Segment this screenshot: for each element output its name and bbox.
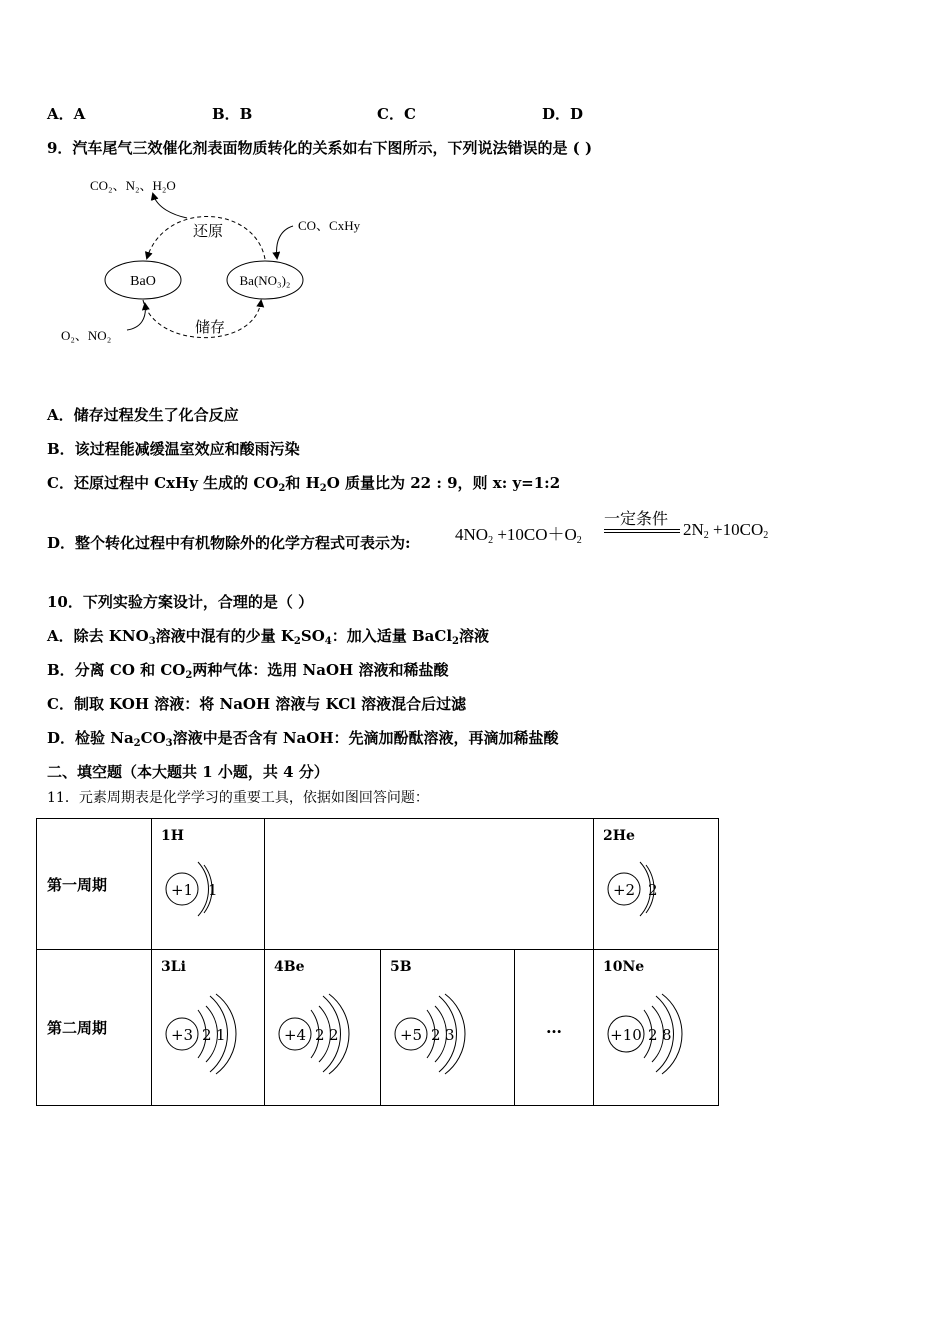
top-products-label: CO₂、N₂、H₂O	[90, 178, 176, 193]
svg-text:2: 2	[315, 1026, 325, 1044]
bottom-input-arrow	[127, 304, 145, 330]
svg-text:3: 3	[445, 1026, 455, 1044]
q8-option-a: A．A	[47, 105, 86, 123]
q10-stem: 10．下列实验方案设计，合理的是（ ）	[47, 593, 314, 611]
atom-diagram-ne	[602, 990, 712, 1080]
svg-text:2: 2	[431, 1026, 441, 1044]
atom-diagram-li	[160, 990, 260, 1080]
q9-option-b: B．该过程能减缓温室效应和酸雨污染	[47, 440, 300, 458]
svg-text:2: 2	[202, 1026, 212, 1044]
section-heading: 二、填空题（本大题共 1 小题，共 4 分）	[47, 763, 329, 781]
empty-block	[265, 819, 594, 950]
element-symbol: 1H	[161, 828, 184, 844]
svg-text:+10: +10	[610, 1026, 642, 1044]
svg-text:+4: +4	[283, 1026, 307, 1044]
svg-text:1: 1	[216, 1026, 226, 1044]
element-symbol: 5B	[390, 959, 412, 975]
products-arrow	[153, 194, 187, 218]
cell-beryllium	[265, 950, 381, 1106]
q9-option-d: D．整个转化过程中有机物除外的化学方程式可表示为:	[47, 534, 411, 552]
atom-diagram-b	[389, 990, 489, 1080]
svg-text:8: 8	[662, 1026, 672, 1044]
svg-text:+2: +2	[612, 881, 636, 899]
ellipsis-cell: …	[515, 950, 594, 1106]
cell-lithium	[152, 950, 265, 1106]
svg-text:2: 2	[329, 1026, 339, 1044]
atom-diagram-he	[602, 859, 692, 919]
q8-option-b: B．B	[212, 105, 253, 123]
cell-hydrogen	[152, 819, 265, 950]
cell-neon	[594, 950, 719, 1106]
q9-option-a: A．储存过程发生了化合反应	[47, 406, 239, 424]
q11-stem: 11．元素周期表是化学学习的重要工具，依据如图回答问题：	[47, 790, 429, 806]
atom-diagram-be	[273, 990, 373, 1080]
q10-option-b: B．分离 CO 和 $CO_2$两种气体：选用 NaOH 溶液和稀盐酸	[47, 661, 449, 681]
period-2-label: 第二周期	[37, 950, 152, 1106]
reduction-label: 还原	[192, 222, 224, 240]
equation-condition: 一定条件	[604, 509, 669, 528]
element-symbol: 4Be	[274, 959, 305, 975]
periodic-table	[36, 818, 719, 1106]
ba-nitrate-label: Ba(NO₃)₂	[239, 273, 291, 288]
q8-option-c: C．C	[377, 105, 416, 123]
svg-text:+5: +5	[399, 1026, 423, 1044]
q9-stem: 9．汽车尾气三效催化剂表面物质转化的关系如右下图所示，下列说法错误的是 ( )	[47, 139, 593, 157]
atom-diagram-h	[160, 859, 250, 919]
equation-equals	[604, 529, 680, 533]
right-input-label: CO、CxHy	[298, 218, 361, 233]
svg-text:+3: +3	[170, 1026, 194, 1044]
equation-right: $2N_2 +10CO_2$	[683, 520, 769, 541]
svg-text:1: 1	[208, 881, 218, 899]
cell-helium	[594, 819, 719, 950]
q10-option-a: A．除去 $KNO_3$溶液中混有的少量 $K_2SO_4$：加入适量 BaCl$_2$溶液	[47, 627, 490, 647]
element-symbol: 10Ne	[603, 959, 645, 975]
element-symbol: 3Li	[161, 959, 186, 975]
catalyst-cycle-diagram	[55, 170, 395, 350]
q9-option-c: C．还原过程中 CxHy 生成的 $CO_2$和 $H_2O$ 质量比为 22 : 9，则 x: y=1:2	[47, 474, 561, 494]
right-input-arrow	[277, 226, 293, 258]
period-1-label: 第一周期	[37, 819, 152, 950]
q10-option-d: D．检验 $Na_2CO_3$溶液中是否含有 NaOH：先滴加酚酞溶液，再滴加稀盐酸	[47, 729, 559, 749]
svg-text:+1: +1	[170, 881, 194, 899]
svg-text:2: 2	[648, 1026, 658, 1044]
storage-label: 储存	[194, 318, 226, 336]
q10-option-c: C．制取 KOH 溶液：将 NaOH 溶液与 KCl 溶液混合后过滤	[47, 695, 467, 713]
q8-option-d: D．D	[542, 105, 584, 123]
bao-label: BaO	[130, 274, 156, 289]
bottom-input-label: O₂、NO₂	[61, 328, 112, 343]
cell-boron	[381, 950, 515, 1106]
svg-text:2: 2	[648, 881, 658, 899]
element-symbol: 2He	[603, 828, 635, 844]
equation-left: $4NO_2 +10CO+O_2$	[455, 525, 582, 546]
